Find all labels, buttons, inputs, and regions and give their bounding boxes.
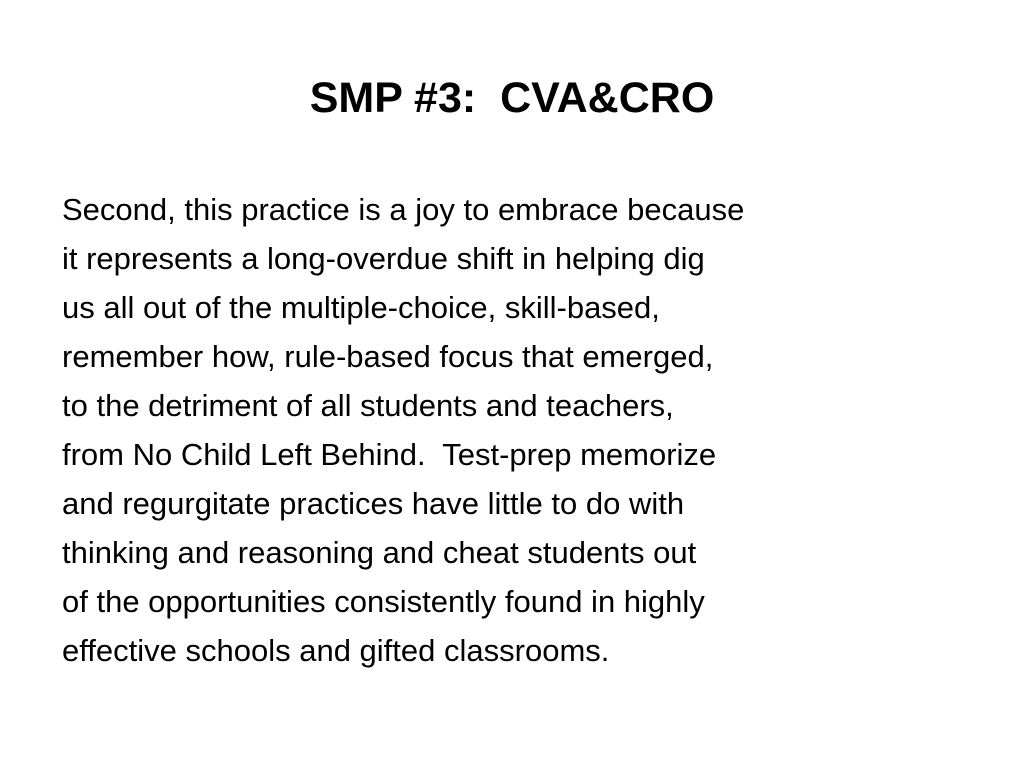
body-line: remember how, rule-based focus that emerged, <box>62 339 714 374</box>
body-line: from No Child Left Behind. Test-prep memorize <box>62 437 717 472</box>
slide-body-text <box>62 185 982 675</box>
body-line: Second, this practice is a joy to embrace because <box>62 192 745 227</box>
slide-title: SMP #3: CVA&CRO <box>309 74 715 122</box>
body-line: thinking and reasoning and cheat students out <box>62 535 697 570</box>
body-line: to the detriment of all students and teachers, <box>62 388 674 423</box>
body-line: of the opportunities consistently found in highly <box>62 584 705 619</box>
body-line: and regurgitate practices have little to do with <box>62 486 685 521</box>
body-line: it represents a long-overdue shift in helping dig <box>62 241 705 276</box>
body-line: effective schools and gifted classrooms. <box>62 633 610 668</box>
body-line: us all out of the multiple-choice, skill-based, <box>62 290 660 325</box>
